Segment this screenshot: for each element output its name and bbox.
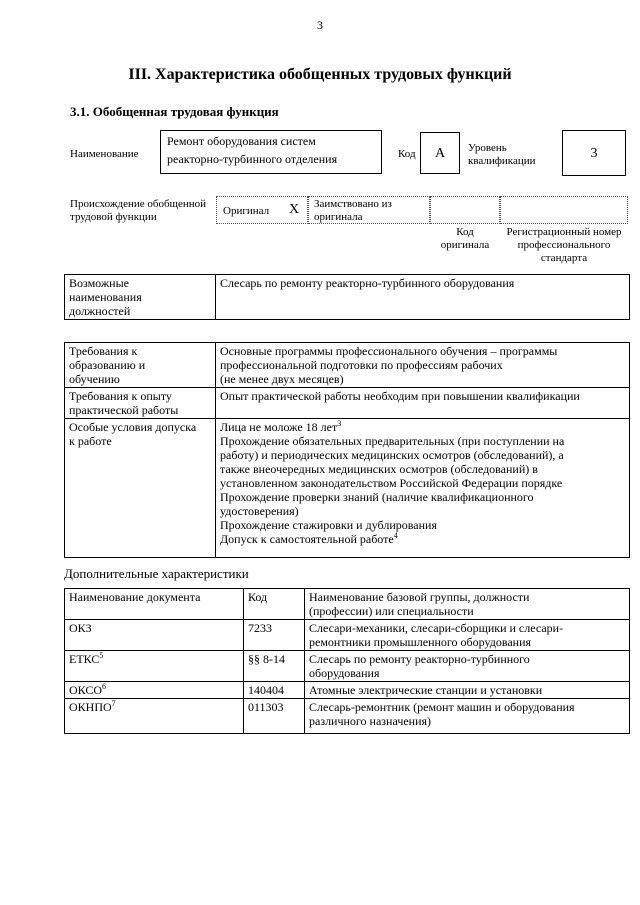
experience-value: Опыт практической работы необходим при повышении квалификации <box>216 388 630 419</box>
origin-label-line2: трудовой функции <box>70 211 157 223</box>
footnote-4: 4 <box>393 531 398 540</box>
doc-cell: ОКСО$^6$ <box>65 682 244 699</box>
origin-label-line1: Происхождение обобщенной <box>70 198 207 210</box>
original-cell <box>216 196 308 224</box>
code-cell: 011303 <box>244 699 305 734</box>
special-line8: Прохождение стажировки и дублирования <box>220 518 437 532</box>
function-name-box <box>160 130 382 174</box>
name-label: Наименование <box>70 148 139 160</box>
positions-label-line1: Возможные <box>69 276 129 290</box>
page-number: 3 <box>317 18 323 32</box>
education-label-line2: образованию и <box>69 358 146 372</box>
original-code-caption <box>430 226 500 252</box>
original-label: Оригинал <box>223 205 270 217</box>
experience-label-line1: Требования к опыту <box>69 389 172 403</box>
function-name-line1: Ремонт оборудования систем <box>167 134 316 148</box>
positions-label-line3: должностей <box>69 304 131 318</box>
footnote-5: 5 <box>99 651 104 660</box>
positions-label-line2: наименования <box>69 290 142 304</box>
reg-caption-line2: профессионального <box>517 239 611 251</box>
col-name-header-line2: (профессии) или специальности <box>309 604 474 618</box>
col-doc-header: Наименование документа <box>65 589 244 620</box>
name-cell: Слесарь по ремонту реакторно-турбинного оборудования <box>305 651 630 682</box>
special-line4: также внеочередных медицинских осмотров (обследований) в <box>220 462 538 476</box>
positions-value: Слесарь по ремонту реакторно-турбинного оборудования <box>216 275 630 320</box>
table-row <box>65 699 630 734</box>
original-mark: X <box>289 202 300 217</box>
education-label-line1: Требования к <box>69 344 138 358</box>
name-cell: Слесарь-ремонтник (ремонт машин и оборудования различного назначения) <box>305 699 630 734</box>
code-cell: §§ 8-14 <box>244 651 305 682</box>
table-row <box>65 682 630 699</box>
special-value-cell <box>216 419 630 558</box>
function-name-line2: реакторно-турбинного отделения <box>167 152 338 166</box>
special-label-cell <box>65 419 216 558</box>
footnote-3: 3 <box>337 419 342 428</box>
additional-title: Дополнительные характеристики <box>64 566 249 581</box>
original-code-caption-line1: Код <box>456 226 474 238</box>
education-label-line3: обучению <box>69 372 120 386</box>
col-name-header <box>305 589 630 620</box>
special-line1: Лица не моложе 18 лет$^3$ <box>220 419 342 434</box>
section-title: III. Характеристика обобщенных трудовых функций <box>128 66 512 83</box>
name-cell: Атомные электрические станции и установки <box>305 682 630 699</box>
name-cell: Слесари-механики, слесари-сборщики и слесари- ремонтники промышленного оборудования <box>305 620 630 651</box>
original-code-cell <box>430 196 500 224</box>
doc-cell: ЕТКС$^5$ <box>65 651 244 682</box>
subsection-title: 3.1. Обобщенная трудовая функция <box>70 104 279 119</box>
col-code-header: Код <box>244 589 305 620</box>
special-line9: Допуск к самостоятельной работе$^4$ <box>220 531 398 546</box>
level-value: 3 <box>562 130 626 176</box>
code-cell: 7233 <box>244 620 305 651</box>
original-code-caption-line2: оригинала <box>440 239 490 251</box>
reg-caption-line1: Регистрационный номер <box>506 226 622 238</box>
borrowed-line1: Заимствовано из <box>314 198 392 210</box>
level-label <box>468 142 535 168</box>
table-row <box>65 620 630 651</box>
special-line5: установленном законодательством Российской Федерации порядке <box>220 476 563 490</box>
table-row <box>65 651 630 682</box>
special-line3: работу) и периодических медицинских осмотров (обследований), а <box>220 448 564 462</box>
code-cell: 140404 <box>244 682 305 699</box>
level-label-line2: квалификации <box>468 155 536 167</box>
positions-table <box>64 274 630 320</box>
borrowed-cell <box>308 196 430 224</box>
education-line2: профессиональной подготовки по профессиям рабочих <box>220 358 503 372</box>
special-line7: удостоверения) <box>220 504 299 518</box>
col-name-header-line1: Наименование базовой группы, должности <box>309 590 530 604</box>
special-line2: Прохождение обязательных предварительных (при поступлении на <box>220 434 565 448</box>
origin-label <box>70 198 206 224</box>
code-label: Код <box>398 148 416 160</box>
reg-caption-line3: стандарта <box>540 252 588 264</box>
experience-label-cell <box>65 388 216 419</box>
special-label-line2: к работе <box>69 434 112 448</box>
footnote-6: 6 <box>102 682 107 691</box>
additional-table <box>64 588 630 734</box>
level-label-line1: Уровень <box>468 142 507 154</box>
education-label-cell <box>65 343 216 388</box>
education-line3: (не менее двух месяцев) <box>220 372 344 386</box>
footnote-7: 7 <box>111 699 116 708</box>
code-value: А <box>420 132 460 174</box>
doc-cell: ОКНПО$^7$ <box>65 699 244 734</box>
special-label-line1: Особые условия допуска <box>69 420 197 434</box>
special-line6: Прохождение проверки знаний (наличие квалификационного <box>220 490 534 504</box>
reg-number-caption <box>498 226 630 265</box>
doc-cell: ОКЗ <box>65 620 244 651</box>
positions-label-cell <box>65 275 216 320</box>
requirements-table <box>64 342 630 558</box>
education-value-cell <box>216 343 630 388</box>
reg-number-cell <box>500 196 628 224</box>
borrowed-line2: оригинала <box>314 211 363 223</box>
education-line1: Основные программы профессионального обучения – программы <box>220 344 558 358</box>
experience-label-line2: практической работы <box>69 403 179 417</box>
